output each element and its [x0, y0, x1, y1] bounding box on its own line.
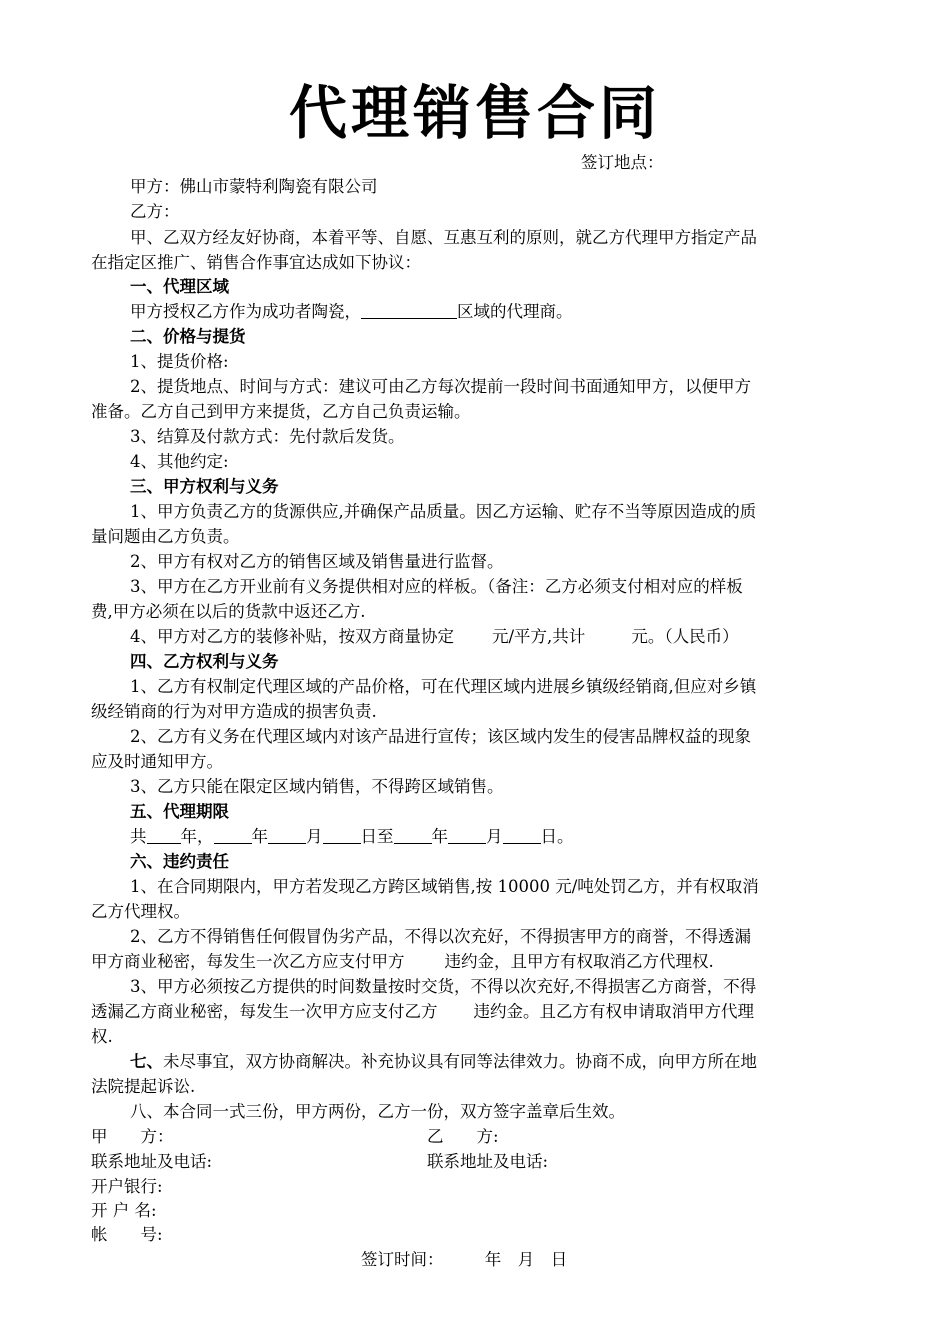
section-6-item-3-text-a: 透漏乙方商业秘密，每发生一次甲方应支付乙方	[91, 1002, 438, 1021]
start-month-blank	[268, 825, 306, 844]
section-1-text	[130, 300, 573, 324]
section-1-text-a: 甲方授权乙方作为成功者陶瓷，	[130, 302, 361, 321]
section-6-item-3-line-1: 3、甲方必须按乙方提供的时间数量按时交货，不得以次充好,不得损害乙方商誉，不得	[130, 977, 757, 996]
document-title: 代理销售合同	[288, 79, 661, 147]
section-3-item-3-line-2: 费,甲方必须在以后的货款中返还乙方.	[91, 602, 366, 621]
section-6-item-1-line-1: 1、在合同期限内，甲方若发现乙方跨区域销售,按 10000 元/吨处罚乙方，并有权取消	[130, 877, 759, 896]
section-3-item-4-text-c: 元。（人民币）	[631, 627, 739, 646]
section-4-item-1-line-1: 1、乙方有权制定代理区域的产品价格，可在代理区域内进展乡镇级经销商,但应对乡镇	[130, 677, 757, 696]
party-a-line: 甲方：佛山市蒙特利陶瓷有限公司	[130, 177, 378, 196]
end-year-blank	[394, 825, 432, 844]
end-month-blank	[448, 825, 486, 844]
section-6-item-3-line-3: 权.	[91, 1027, 113, 1046]
sign-time-label: 签订时间： 年 月 日	[361, 1250, 568, 1269]
section-2-item-2-line-1: 2、提货地点、时间与方式：建议可由乙方每次提前一段时间书面通知甲方，以便甲方	[130, 377, 751, 396]
region-blank	[361, 300, 457, 319]
start-year-blank	[214, 825, 252, 844]
section-3-heading: 三、甲方权利与义务	[130, 477, 279, 496]
end-day-blank	[503, 825, 541, 844]
start-month-label: 月	[306, 827, 323, 846]
account-number-label: 帐 号:	[91, 1225, 163, 1244]
section-6-item-3-line-2	[91, 1000, 754, 1024]
section-3-item-1-line-2: 量问题由乙方负责。	[91, 527, 240, 546]
section-6-item-2-line-1: 2、乙方不得销售任何假冒伪劣产品，不得以次充好，不得损害甲方的商誉，不得透漏	[130, 927, 751, 946]
section-2-item-4: 4、其他约定:	[130, 452, 229, 471]
section-6-item-2-line-2	[91, 950, 714, 974]
section-2-item-1: 1、提货价格:	[130, 352, 229, 371]
section-1-text-b: 区域的代理商。	[457, 302, 573, 321]
start-day-label: 日至	[360, 827, 394, 846]
section-7-line-1	[130, 1050, 757, 1074]
section-4-item-2-line-1: 2、乙方有义务在代理区域内对该产品进行宣传；该区域内发生的侵害品牌权益的现象	[130, 727, 751, 746]
end-day-label: 日。	[540, 827, 574, 846]
intro-paragraph-line-1: 甲、乙双方经友好协商，本着平等、自愿、互惠互利的原则，就乙方代理甲方指定产品	[130, 228, 757, 247]
section-6-item-2-text-a: 甲方商业秘密，每发生一次乙方应支付甲方	[91, 952, 405, 971]
party-a-signature-label: 甲 方：	[91, 1127, 174, 1146]
section-3-item-3-line-1: 3、甲方在乙方开业前有义务提供相对应的样板。（备注：乙方必须支付相对应的样板	[130, 577, 743, 596]
section-3-item-2: 2、甲方有权对乙方的销售区域及销售量进行监督。	[130, 552, 504, 571]
party-b-address-label: 联系地址及电话:	[427, 1152, 549, 1171]
party-b-signature-label: 乙 方:	[427, 1127, 499, 1146]
end-year-label: 年	[431, 827, 448, 846]
section-6-item-3-text-b: 违约金。且乙方有权申请取消甲方代理	[473, 1002, 754, 1021]
section-4-item-1-line-2: 级经销商的行为对甲方造成的损害负责.	[91, 702, 377, 721]
section-3-item-4-text-b: 元/平方,共计	[492, 627, 586, 646]
end-month-label: 月	[486, 827, 503, 846]
section-2-item-3: 3、结算及付款方式：先付款后发货。	[130, 427, 405, 446]
section-1-heading: 一、代理区域	[130, 277, 229, 296]
section-3-item-4-text-a: 4、甲方对乙方的装修补贴，按双方商量协定	[130, 627, 454, 646]
bank-label: 开户银行:	[91, 1177, 163, 1196]
start-year-label: 年	[251, 827, 268, 846]
section-4-item-3: 3、乙方只能在限定区域内销售，不得跨区域销售。	[130, 777, 504, 796]
start-day-blank	[323, 825, 361, 844]
section-4-item-2-line-2: 应及时通知甲方。	[91, 752, 223, 771]
section-4-heading: 四、乙方权利与义务	[130, 652, 279, 671]
sign-place-label: 签订地点：	[581, 153, 664, 172]
section-5-term-line	[130, 825, 574, 849]
intro-paragraph-line-2: 在指定区推广、销售合作事宜达成如下协议：	[91, 253, 421, 272]
section-7-line-2: 法院提起诉讼.	[91, 1077, 196, 1096]
party-b-line: 乙方：	[130, 202, 180, 221]
account-name-label: 开 户 名:	[91, 1201, 157, 1220]
section-2-heading: 二、价格与提货	[130, 327, 246, 346]
term-years-blank	[147, 825, 181, 844]
section-2-item-2-line-2: 准备。乙方自己到甲方来提货，乙方自己负责运输。	[91, 402, 471, 421]
section-3-item-1-line-1: 1、甲方负责乙方的货源供应,并确保产品质量。因乙方运输、贮存不当等原因造成的质	[130, 502, 757, 521]
term-years-label: 年，	[180, 827, 214, 846]
section-7-text: 未尽事宜，双方协商解决。补充协议具有同等法律效力。协商不成，向甲方所在地	[163, 1052, 757, 1071]
section-3-item-4	[130, 625, 739, 649]
section-6-item-2-text-b: 违约金，且甲方有权取消乙方代理权.	[444, 952, 714, 971]
section-6-heading: 六、违约责任	[130, 852, 229, 871]
section-6-item-1-line-2: 乙方代理权。	[91, 902, 190, 921]
term-total-label: 共	[130, 827, 147, 846]
section-7-label: 七、	[130, 1052, 163, 1071]
section-5-heading: 五、代理期限	[130, 802, 229, 821]
party-a-address-label: 联系地址及电话:	[91, 1152, 213, 1171]
section-8-line: 八、本合同一式三份，甲方两份，乙方一份，双方签字盖章后生效。	[130, 1102, 625, 1121]
